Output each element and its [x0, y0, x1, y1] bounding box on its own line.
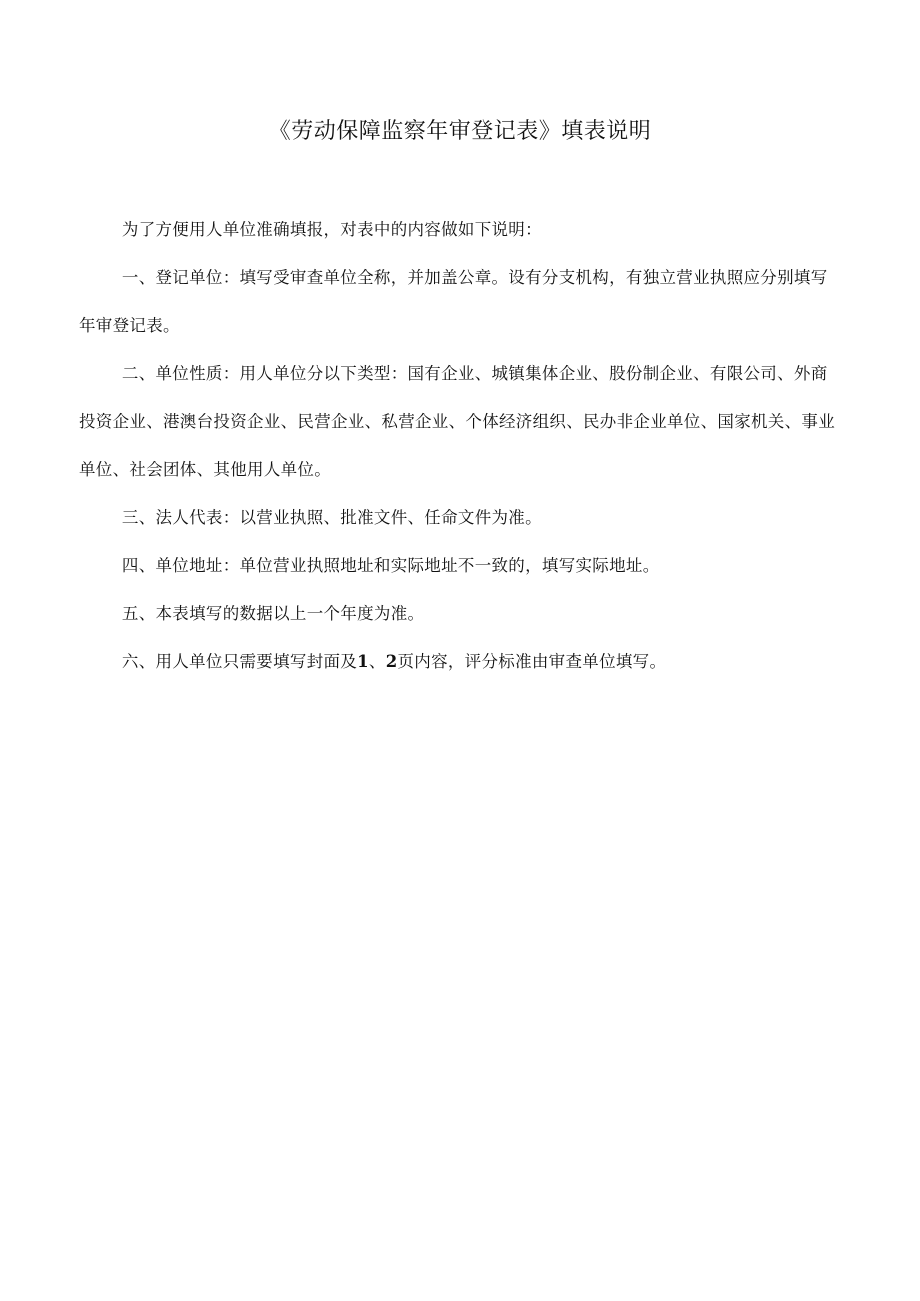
item-data-year: 五、本表填写的数据以上一个年度为准。	[121, 604, 425, 623]
item-unit-nature: 二、单位性质：用人单位分以下类型：国有企业、城镇集体企业、股份制企业、有限公司、外商投资企业、港澳台投资企业、民营企业、私营企业、个体经济组织、民办非企业单位、国家机关、事业单位、社会团体、其他用人单位。	[79, 364, 835, 479]
intro-paragraph: 为了方便用人单位准确填报，对表中的内容做如下说明：	[121, 220, 542, 239]
item6-prefix: 六、用人单位只需要填写封面及	[121, 652, 358, 671]
document-title: 《劳动保障监察年审登记表》填表说明	[268, 119, 652, 144]
item-legal-representative: 三、法人代表：以营业执照、批准文件、任命文件为准。	[121, 508, 542, 527]
document-body	[79, 206, 843, 686]
item-registration-unit: 一、登记单位：填写受审查单位全称，并加盖公章。设有分支机构，有独立营业执照应分别填写年审登记表。	[79, 268, 828, 335]
item-unit-address: 四、单位地址：单位营业执照地址和实际地址不一致的，填写实际地址。	[121, 556, 660, 575]
item6-suffix: 页内容，评分标准由审查单位填写。	[397, 652, 667, 671]
item6-page-number-2: 2	[385, 652, 398, 671]
item6-page-number-1: 1	[357, 652, 369, 671]
item-pages-to-fill	[79, 638, 843, 686]
item6-separator: 、	[368, 652, 386, 671]
